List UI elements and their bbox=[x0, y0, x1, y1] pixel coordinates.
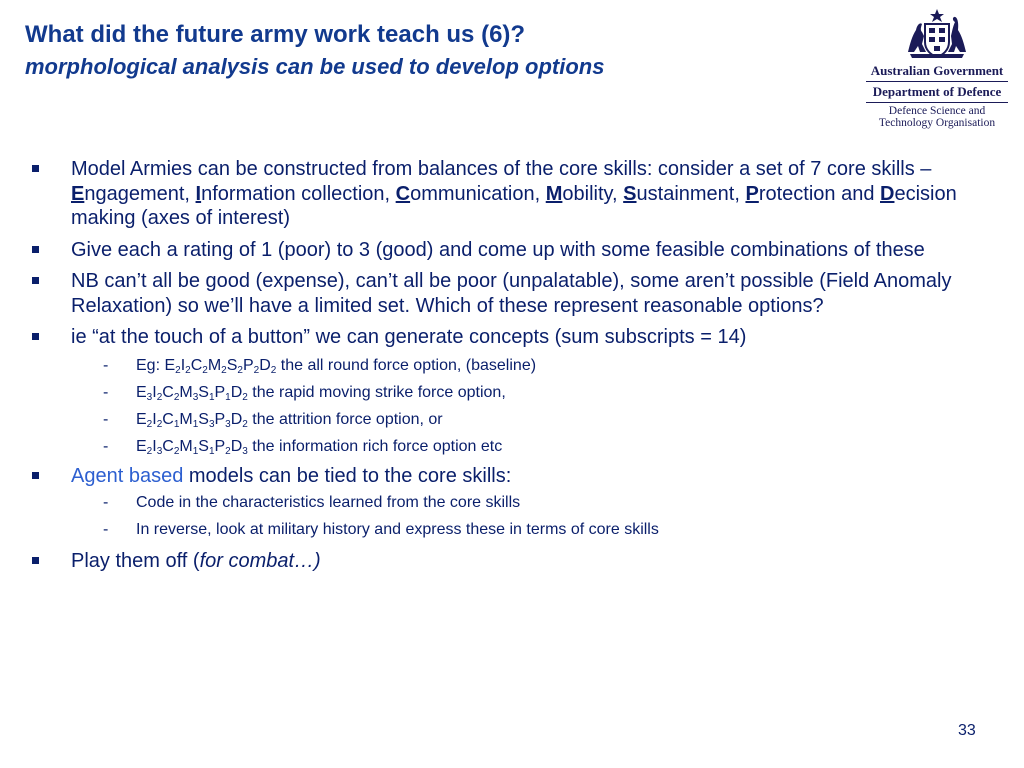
skill-level: 3 bbox=[225, 418, 231, 430]
skill-initial: I bbox=[195, 182, 202, 205]
force-option-list bbox=[32, 356, 992, 456]
option-description: the all round force option, (baseline) bbox=[276, 356, 537, 374]
bullet-play-off bbox=[32, 549, 992, 574]
bullet-text: models can be tied to the core skills: bbox=[183, 464, 512, 487]
page-number: 33 bbox=[958, 722, 976, 739]
skill-letter: E bbox=[136, 383, 147, 401]
skill-initial: S bbox=[623, 182, 637, 205]
skill-rest: nformation collection, bbox=[201, 182, 396, 205]
skill-level: 2 bbox=[225, 445, 231, 457]
skill-letter: E bbox=[164, 356, 176, 374]
sub-bullet-dash: - bbox=[103, 383, 109, 401]
force-option-item bbox=[32, 410, 992, 429]
skill-rest: ustainment, bbox=[636, 182, 746, 205]
force-option-item bbox=[32, 437, 992, 456]
sub-bullet-dash: - bbox=[103, 521, 109, 538]
skill-letter: I bbox=[180, 356, 186, 374]
bullet-text: Model Armies can be constructed from balances of the core skills: consider a set of 7 core skills – bbox=[71, 158, 932, 180]
sub-bullet-dash: - bbox=[103, 356, 109, 374]
skill-level: 2 bbox=[146, 445, 153, 457]
skill-level: 2 bbox=[221, 364, 227, 376]
skill-letter: S bbox=[198, 437, 209, 455]
skill-level: 2 bbox=[242, 418, 248, 430]
skill-level: 2 bbox=[253, 364, 260, 376]
skill-letter: M bbox=[179, 437, 193, 455]
sub-bullet-reverse bbox=[32, 520, 992, 539]
skill-letter: M bbox=[207, 356, 222, 374]
skill-level: 1 bbox=[208, 445, 215, 457]
bullet-text: ie “at the touch of a button” we can generate concepts (sum subscripts = 14) bbox=[71, 326, 747, 348]
skill-level: 2 bbox=[237, 364, 243, 376]
sub-bullet-code bbox=[32, 493, 992, 512]
bullet-model-armies bbox=[32, 157, 992, 231]
skill-level: 2 bbox=[156, 391, 163, 403]
option-prefix: Eg: bbox=[136, 356, 165, 374]
sub-bullet-dash: - bbox=[103, 437, 109, 455]
skill-letter: P bbox=[214, 410, 226, 428]
bullet-text: NB can’t all be good (expense), can’t all be poor (unpalatable), some aren’t possible (Field Anomaly Relaxation) so we’ll have a limited set. Which of these represent reasonable options? bbox=[71, 270, 952, 317]
skill-level: 2 bbox=[270, 364, 277, 376]
skill-level: 3 bbox=[242, 445, 248, 457]
skill-letter: E bbox=[136, 410, 147, 428]
skill-code bbox=[136, 438, 248, 455]
skill-code bbox=[164, 357, 276, 374]
skill-initial: P bbox=[745, 182, 759, 205]
skill-rest: ecision making (axes of interest) bbox=[71, 182, 957, 229]
page-subtitle: morphological analysis can be used to develop options bbox=[25, 54, 605, 79]
skill-rest: ngagement, bbox=[84, 182, 196, 205]
skill-letter: S bbox=[198, 383, 209, 401]
skill-letter: D bbox=[230, 410, 243, 428]
logo-line-dsto-1: Defence Science and bbox=[888, 105, 986, 117]
skill-level: 2 bbox=[202, 364, 208, 376]
bullet-ratings bbox=[32, 238, 992, 263]
bullet-touch-of-button bbox=[32, 325, 992, 350]
skill-initial: E bbox=[71, 182, 85, 205]
skill-level: 1 bbox=[208, 391, 215, 403]
skill-code bbox=[136, 384, 248, 401]
skill-letter: I bbox=[152, 437, 157, 455]
option-description: the attrition force option, or bbox=[247, 410, 443, 428]
sub-bullet-dash: - bbox=[103, 410, 109, 428]
skill-letter: I bbox=[152, 410, 157, 428]
skill-level: 3 bbox=[156, 445, 163, 457]
bullet-constraints bbox=[32, 269, 992, 318]
skill-initial: D bbox=[880, 182, 895, 205]
skill-letter: P bbox=[214, 437, 226, 455]
skill-letter: C bbox=[190, 356, 203, 374]
skill-level: 2 bbox=[173, 391, 180, 403]
skill-level: 3 bbox=[192, 391, 199, 403]
skill-level: 3 bbox=[208, 418, 215, 430]
force-option-item bbox=[32, 383, 992, 402]
bullet-marker bbox=[32, 165, 39, 172]
bullet-marker bbox=[32, 472, 39, 479]
skill-code bbox=[136, 411, 248, 428]
skill-level: 2 bbox=[242, 391, 248, 403]
skill-letter: P bbox=[214, 383, 226, 401]
skill-level: 2 bbox=[146, 418, 153, 430]
skill-letter: C bbox=[162, 437, 174, 455]
skill-level: 2 bbox=[156, 418, 163, 430]
logo-line-department: Department of Defence bbox=[872, 84, 1002, 99]
coat-of-arms-icon bbox=[902, 8, 972, 60]
skill-rest: rotection and bbox=[758, 182, 881, 205]
skill-letter: C bbox=[162, 410, 174, 428]
skill-letter: D bbox=[230, 437, 243, 455]
bullet-marker bbox=[32, 557, 39, 564]
logo-line-government: Australian Government bbox=[870, 63, 1004, 78]
skill-letter: P bbox=[242, 356, 254, 374]
skill-rest: ommunication, bbox=[410, 182, 546, 205]
skill-letter: M bbox=[179, 383, 193, 401]
skill-letter: D bbox=[259, 356, 271, 374]
skill-letter: S bbox=[226, 356, 238, 374]
bullet-text: Play them off ( bbox=[71, 550, 200, 572]
sub-bullet-text: Code in the characteristics learned from the core skills bbox=[136, 494, 521, 511]
skill-letter: I bbox=[152, 383, 157, 401]
option-description: the information rich force option etc bbox=[247, 437, 503, 455]
skill-initial: M bbox=[545, 182, 563, 205]
bullet-marker bbox=[32, 333, 39, 340]
skill-level: 2 bbox=[175, 364, 181, 376]
page-title: What did the future army work teach us (6)? bbox=[25, 21, 526, 48]
slide-body bbox=[32, 157, 992, 581]
skill-letter: E bbox=[136, 437, 147, 455]
sub-bullet-text: In reverse, look at military history and express these in terms of core skills bbox=[136, 521, 659, 538]
logo-line-dsto-2: Technology Organisation bbox=[878, 117, 996, 129]
skill-level: 2 bbox=[173, 445, 180, 457]
agent-based-text: Agent based bbox=[71, 464, 184, 487]
skill-letter: S bbox=[198, 410, 209, 428]
bullet-marker bbox=[32, 277, 39, 284]
skill-level: 2 bbox=[185, 364, 191, 376]
skill-level: 1 bbox=[173, 418, 180, 430]
skill-level: 1 bbox=[225, 391, 231, 403]
bullet-agent-based bbox=[32, 464, 992, 489]
skill-letter: D bbox=[230, 383, 243, 401]
skill-letter: M bbox=[179, 410, 193, 428]
skill-level: 1 bbox=[192, 445, 199, 457]
sub-bullet-dash: - bbox=[103, 494, 109, 511]
skill-rest: obility, bbox=[562, 182, 624, 205]
option-description: the rapid moving strike force option, bbox=[247, 383, 506, 401]
skill-level: 3 bbox=[146, 391, 153, 403]
skill-letter: C bbox=[162, 383, 174, 401]
bullet-text: Give each a rating of 1 (poor) to 3 (good) and come up with some feasible combinations of these bbox=[71, 238, 925, 261]
force-option-item bbox=[32, 356, 992, 375]
organisation-logo bbox=[862, 8, 1012, 129]
skill-initial: C bbox=[395, 182, 411, 205]
bullet-italic-text: for combat…) bbox=[199, 550, 321, 572]
skill-level: 1 bbox=[192, 418, 199, 430]
bullet-marker bbox=[32, 246, 39, 253]
